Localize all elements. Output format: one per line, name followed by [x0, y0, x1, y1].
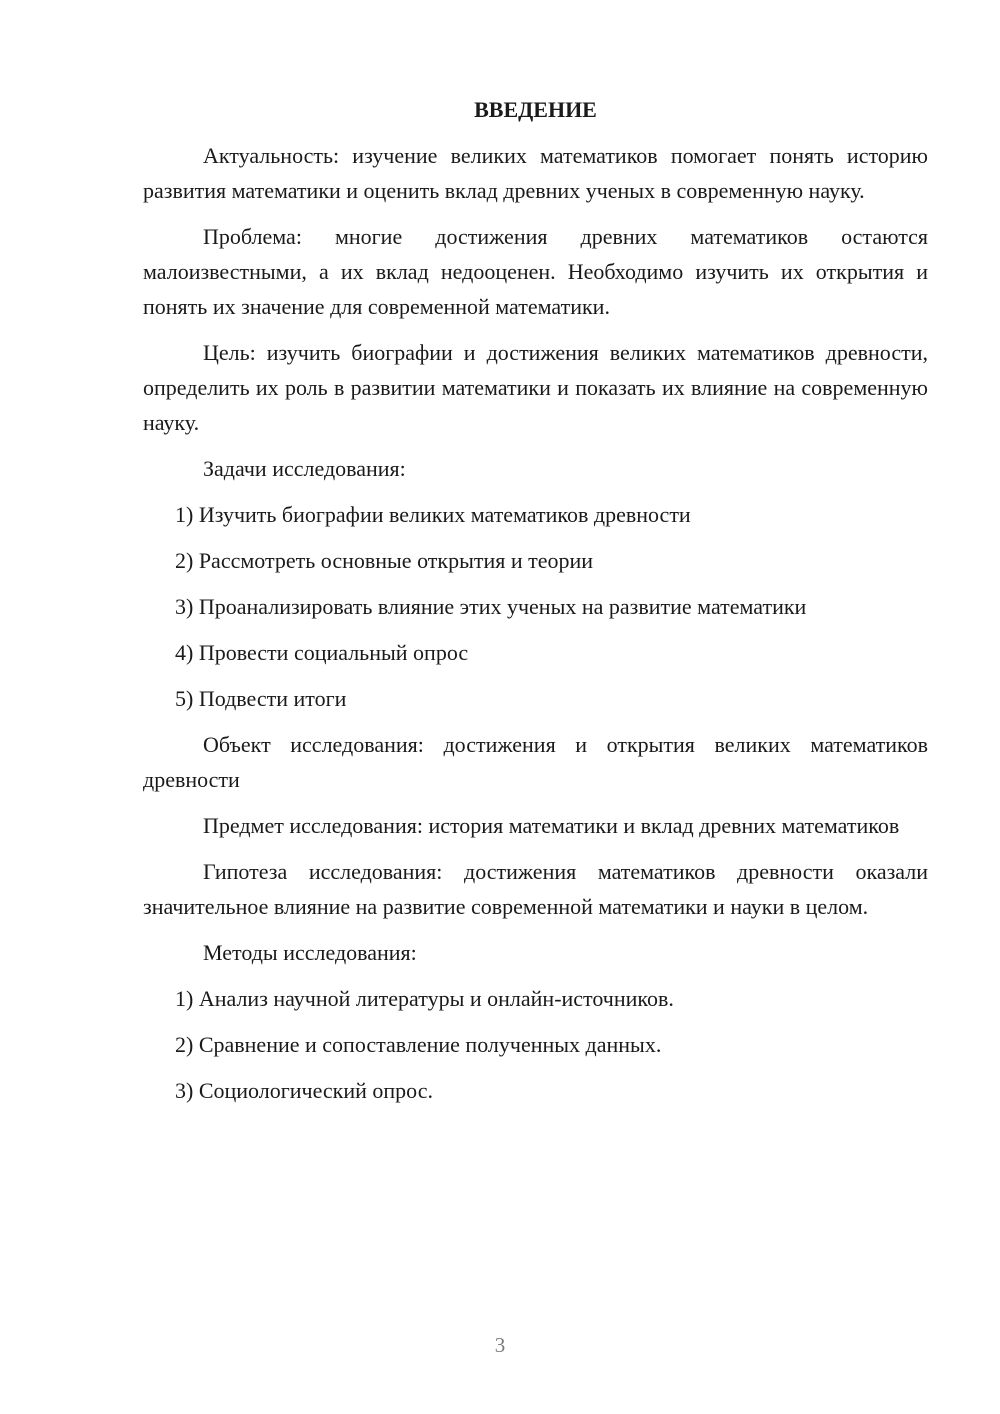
page-number: 3: [494, 1333, 506, 1357]
list-item: 2) Сравнение и сопоставление полученных данных.: [175, 1032, 662, 1057]
list-item: 4) Провести социальный опрос: [175, 640, 469, 665]
paragraph-problem: Проблема: многие достижения древних математиков остаются малоизвестными, а их вклад недооценен. Необходимо изучить их открытия и понять их значение для современной математики.: [143, 224, 928, 319]
paragraph-object: Объект исследования: достижения и открытия великих математиков древности: [143, 732, 928, 792]
paragraph-relevance: Актуальность: изучение великих математиков помогает понять историю развития математики и оценить вклад древних ученых в современную науку.: [143, 143, 928, 203]
list-item: 1) Изучить биографии великих математиков древности: [175, 502, 691, 527]
paragraph-hypothesis: Гипотеза исследования: достижения математиков древности оказали значительное влияние на развитие современной математики и науки в целом.: [143, 859, 928, 919]
paragraph-subject: Предмет исследования: история математики и вклад древних математиков: [203, 813, 900, 838]
list-item: 3) Проанализировать влияние этих ученых на развитие математики: [175, 594, 807, 619]
list-item: 5) Подвести итоги: [175, 686, 347, 711]
paragraph-goal: Цель: изучить биографии и достижения великих математиков древности, определить их роль в развитии математики и показать их влияние на современную науку.: [143, 340, 928, 435]
list-item: 3) Социологический опрос.: [175, 1078, 433, 1103]
section-title: ВВЕДЕНИЕ: [474, 97, 597, 122]
page-content: [143, 92, 928, 1119]
tasks-heading: Задачи исследования:: [203, 456, 406, 481]
methods-list: [143, 981, 928, 1108]
list-item: 1) Анализ научной литературы и онлайн-источников.: [175, 986, 674, 1011]
methods-heading: Методы исследования:: [203, 940, 417, 965]
list-item: 2) Рассмотреть основные открытия и теории: [175, 548, 594, 573]
tasks-list: [143, 497, 928, 716]
